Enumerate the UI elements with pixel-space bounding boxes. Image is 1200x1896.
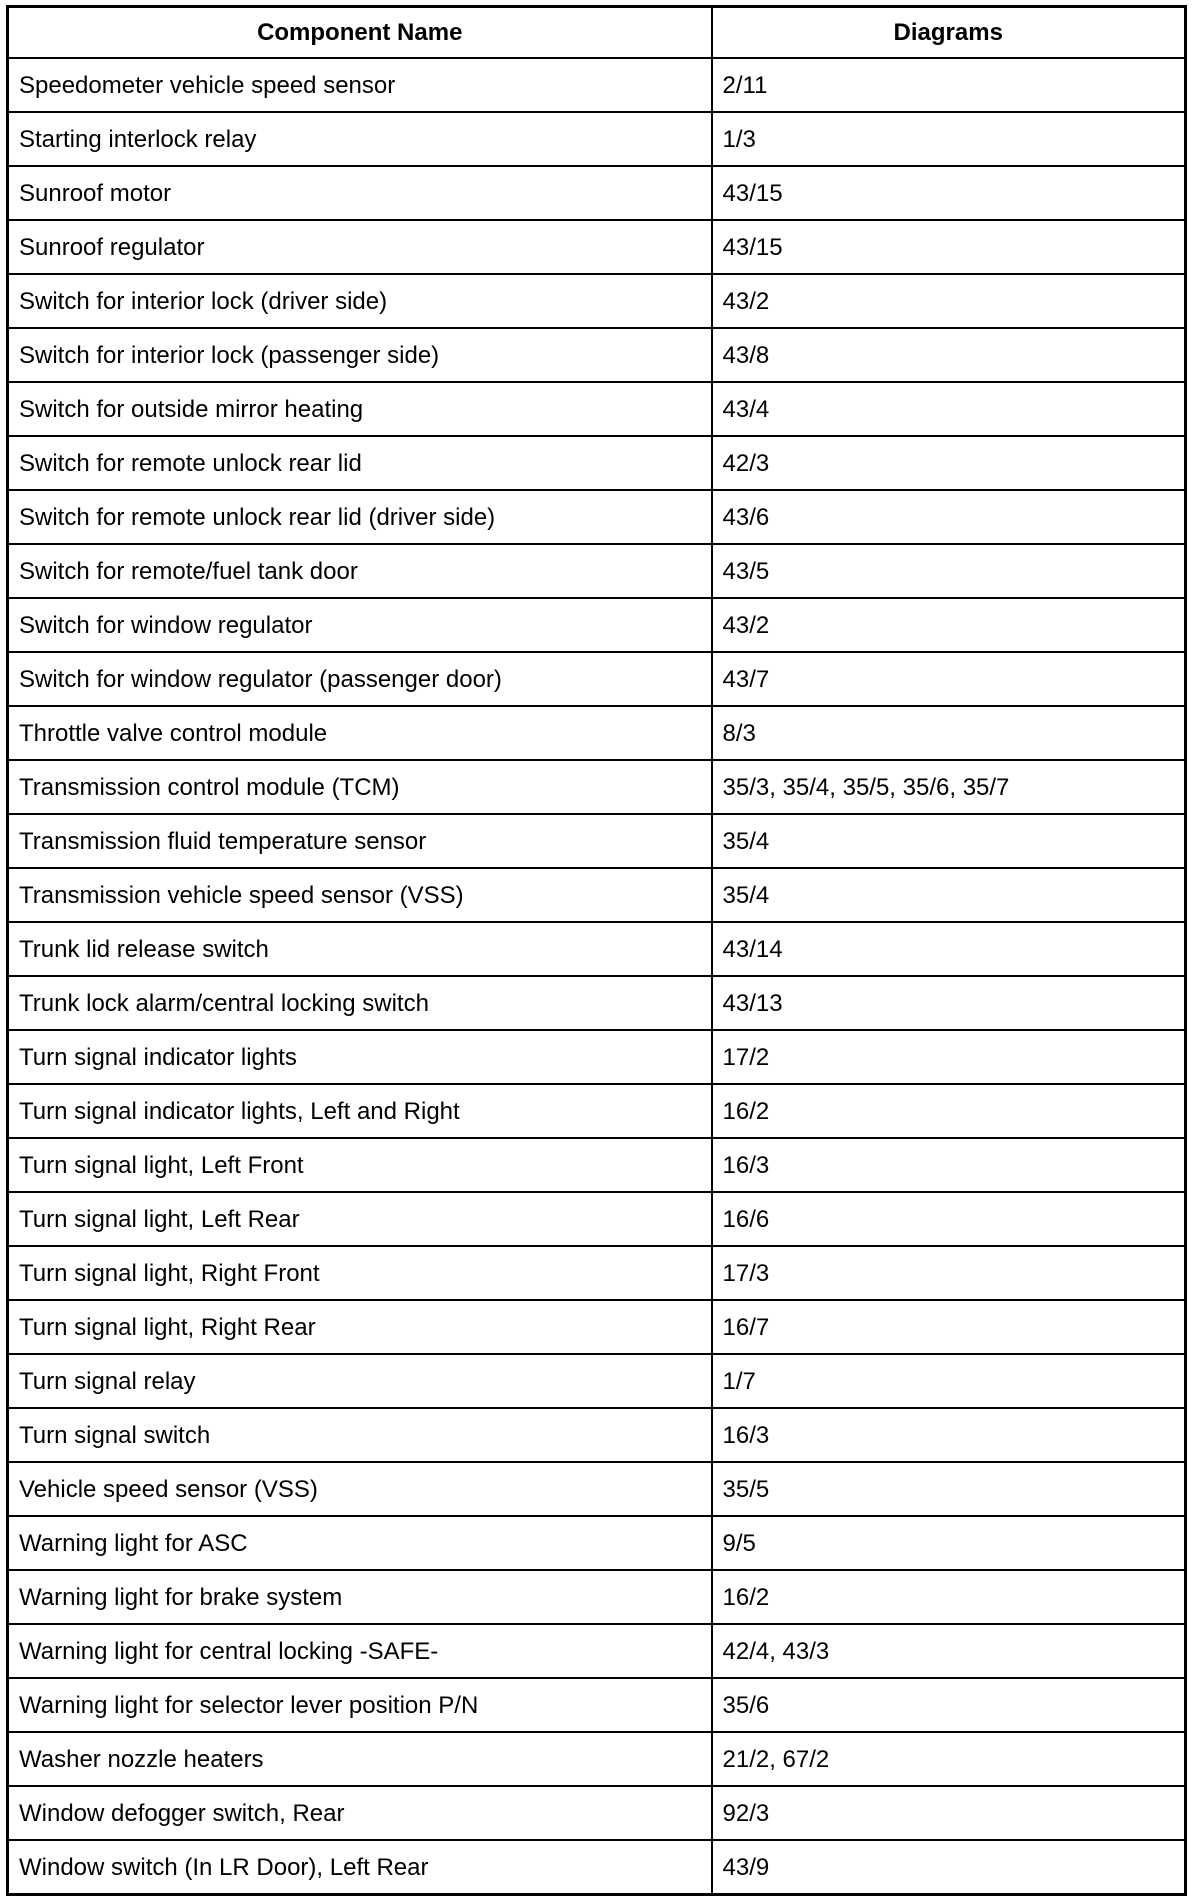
diagrams-cell: 1/7 xyxy=(712,1354,1186,1408)
table-row xyxy=(8,328,1186,382)
table-row xyxy=(8,220,1186,274)
diagrams-cell: 43/15 xyxy=(712,166,1186,220)
component-name-cell: Speedometer vehicle speed sensor xyxy=(8,58,712,112)
table-row xyxy=(8,382,1186,436)
table-row xyxy=(8,1570,1186,1624)
column-header-component-name: Component Name xyxy=(8,7,712,59)
diagrams-cell: 92/3 xyxy=(712,1786,1186,1840)
component-name-cell: Turn signal switch xyxy=(8,1408,712,1462)
diagrams-cell: 21/2, 67/2 xyxy=(712,1732,1186,1786)
table-row xyxy=(8,1732,1186,1786)
table-row xyxy=(8,652,1186,706)
table-row xyxy=(8,1246,1186,1300)
diagrams-cell: 43/2 xyxy=(712,598,1186,652)
component-name-cell: Warning light for selector lever position P/N xyxy=(8,1678,712,1732)
table-row xyxy=(8,1354,1186,1408)
diagrams-cell: 42/4, 43/3 xyxy=(712,1624,1186,1678)
diagrams-cell: 35/5 xyxy=(712,1462,1186,1516)
component-name-cell: Sunroof regulator xyxy=(8,220,712,274)
table-row xyxy=(8,274,1186,328)
table-row xyxy=(8,1516,1186,1570)
table-row xyxy=(8,922,1186,976)
diagrams-cell: 16/2 xyxy=(712,1570,1186,1624)
column-header-diagrams: Diagrams xyxy=(712,7,1186,59)
component-name-cell: Switch for interior lock (passenger side) xyxy=(8,328,712,382)
table-row xyxy=(8,1786,1186,1840)
diagrams-cell: 16/7 xyxy=(712,1300,1186,1354)
table-row xyxy=(8,112,1186,166)
table-row xyxy=(8,1030,1186,1084)
table-row xyxy=(8,976,1186,1030)
table-row xyxy=(8,436,1186,490)
table-row xyxy=(8,1840,1186,1895)
diagrams-cell: 1/3 xyxy=(712,112,1186,166)
table-row xyxy=(8,1408,1186,1462)
table-row xyxy=(8,1678,1186,1732)
table-header xyxy=(8,7,1186,59)
component-name-cell: Warning light for central locking -SAFE- xyxy=(8,1624,712,1678)
component-name-cell: Vehicle speed sensor (VSS) xyxy=(8,1462,712,1516)
component-name-cell: Washer nozzle heaters xyxy=(8,1732,712,1786)
table-row xyxy=(8,544,1186,598)
component-name-cell: Turn signal relay xyxy=(8,1354,712,1408)
component-name-cell: Turn signal light, Right Front xyxy=(8,1246,712,1300)
diagrams-cell: 43/6 xyxy=(712,490,1186,544)
component-name-cell: Switch for remote unlock rear lid (driver side) xyxy=(8,490,712,544)
component-name-cell: Throttle valve control module xyxy=(8,706,712,760)
component-name-cell: Transmission control module (TCM) xyxy=(8,760,712,814)
component-index-table xyxy=(6,5,1187,1896)
component-name-cell: Warning light for ASC xyxy=(8,1516,712,1570)
diagrams-cell: 35/4 xyxy=(712,868,1186,922)
component-name-cell: Switch for window regulator (passenger door) xyxy=(8,652,712,706)
table-row xyxy=(8,1462,1186,1516)
component-name-cell: Turn signal light, Left Rear xyxy=(8,1192,712,1246)
table-row xyxy=(8,760,1186,814)
diagrams-cell: 17/3 xyxy=(712,1246,1186,1300)
component-name-cell: Transmission vehicle speed sensor (VSS) xyxy=(8,868,712,922)
table-row xyxy=(8,1300,1186,1354)
component-name-cell: Switch for interior lock (driver side) xyxy=(8,274,712,328)
diagrams-cell: 16/3 xyxy=(712,1138,1186,1192)
table-row xyxy=(8,1084,1186,1138)
component-name-cell: Turn signal indicator lights xyxy=(8,1030,712,1084)
diagrams-cell: 9/5 xyxy=(712,1516,1186,1570)
diagrams-cell: 8/3 xyxy=(712,706,1186,760)
table-row xyxy=(8,1624,1186,1678)
component-name-cell: Window defogger switch, Rear xyxy=(8,1786,712,1840)
component-name-cell: Sunroof motor xyxy=(8,166,712,220)
diagrams-cell: 17/2 xyxy=(712,1030,1186,1084)
table-row xyxy=(8,598,1186,652)
header-row xyxy=(8,7,1186,59)
component-name-cell: Starting interlock relay xyxy=(8,112,712,166)
table-row xyxy=(8,166,1186,220)
component-name-cell: Switch for remote/fuel tank door xyxy=(8,544,712,598)
diagrams-cell: 43/9 xyxy=(712,1840,1186,1895)
diagrams-cell: 35/3, 35/4, 35/5, 35/6, 35/7 xyxy=(712,760,1186,814)
table-row xyxy=(8,1192,1186,1246)
component-name-cell: Switch for outside mirror heating xyxy=(8,382,712,436)
diagrams-cell: 43/13 xyxy=(712,976,1186,1030)
component-name-cell: Transmission fluid temperature sensor xyxy=(8,814,712,868)
diagrams-cell: 16/3 xyxy=(712,1408,1186,1462)
diagrams-cell: 35/6 xyxy=(712,1678,1186,1732)
diagrams-cell: 16/2 xyxy=(712,1084,1186,1138)
component-name-cell: Turn signal indicator lights, Left and Right xyxy=(8,1084,712,1138)
diagrams-cell: 43/15 xyxy=(712,220,1186,274)
table-row xyxy=(8,706,1186,760)
component-name-cell: Turn signal light, Right Rear xyxy=(8,1300,712,1354)
table-row xyxy=(8,490,1186,544)
diagrams-cell: 16/6 xyxy=(712,1192,1186,1246)
component-name-cell: Switch for remote unlock rear lid xyxy=(8,436,712,490)
component-name-cell: Warning light for brake system xyxy=(8,1570,712,1624)
table-row xyxy=(8,1138,1186,1192)
diagrams-cell: 43/5 xyxy=(712,544,1186,598)
component-name-cell: Trunk lock alarm/central locking switch xyxy=(8,976,712,1030)
table-body xyxy=(8,58,1186,1895)
component-name-cell: Trunk lid release switch xyxy=(8,922,712,976)
diagrams-cell: 43/14 xyxy=(712,922,1186,976)
diagrams-cell: 42/3 xyxy=(712,436,1186,490)
table-row xyxy=(8,868,1186,922)
diagrams-cell: 43/4 xyxy=(712,382,1186,436)
table-row xyxy=(8,814,1186,868)
diagrams-cell: 35/4 xyxy=(712,814,1186,868)
component-name-cell: Window switch (In LR Door), Left Rear xyxy=(8,1840,712,1895)
diagrams-cell: 43/2 xyxy=(712,274,1186,328)
component-name-cell: Turn signal light, Left Front xyxy=(8,1138,712,1192)
diagrams-cell: 43/7 xyxy=(712,652,1186,706)
diagrams-cell: 43/8 xyxy=(712,328,1186,382)
component-name-cell: Switch for window regulator xyxy=(8,598,712,652)
diagrams-cell: 2/11 xyxy=(712,58,1186,112)
table-row xyxy=(8,58,1186,112)
